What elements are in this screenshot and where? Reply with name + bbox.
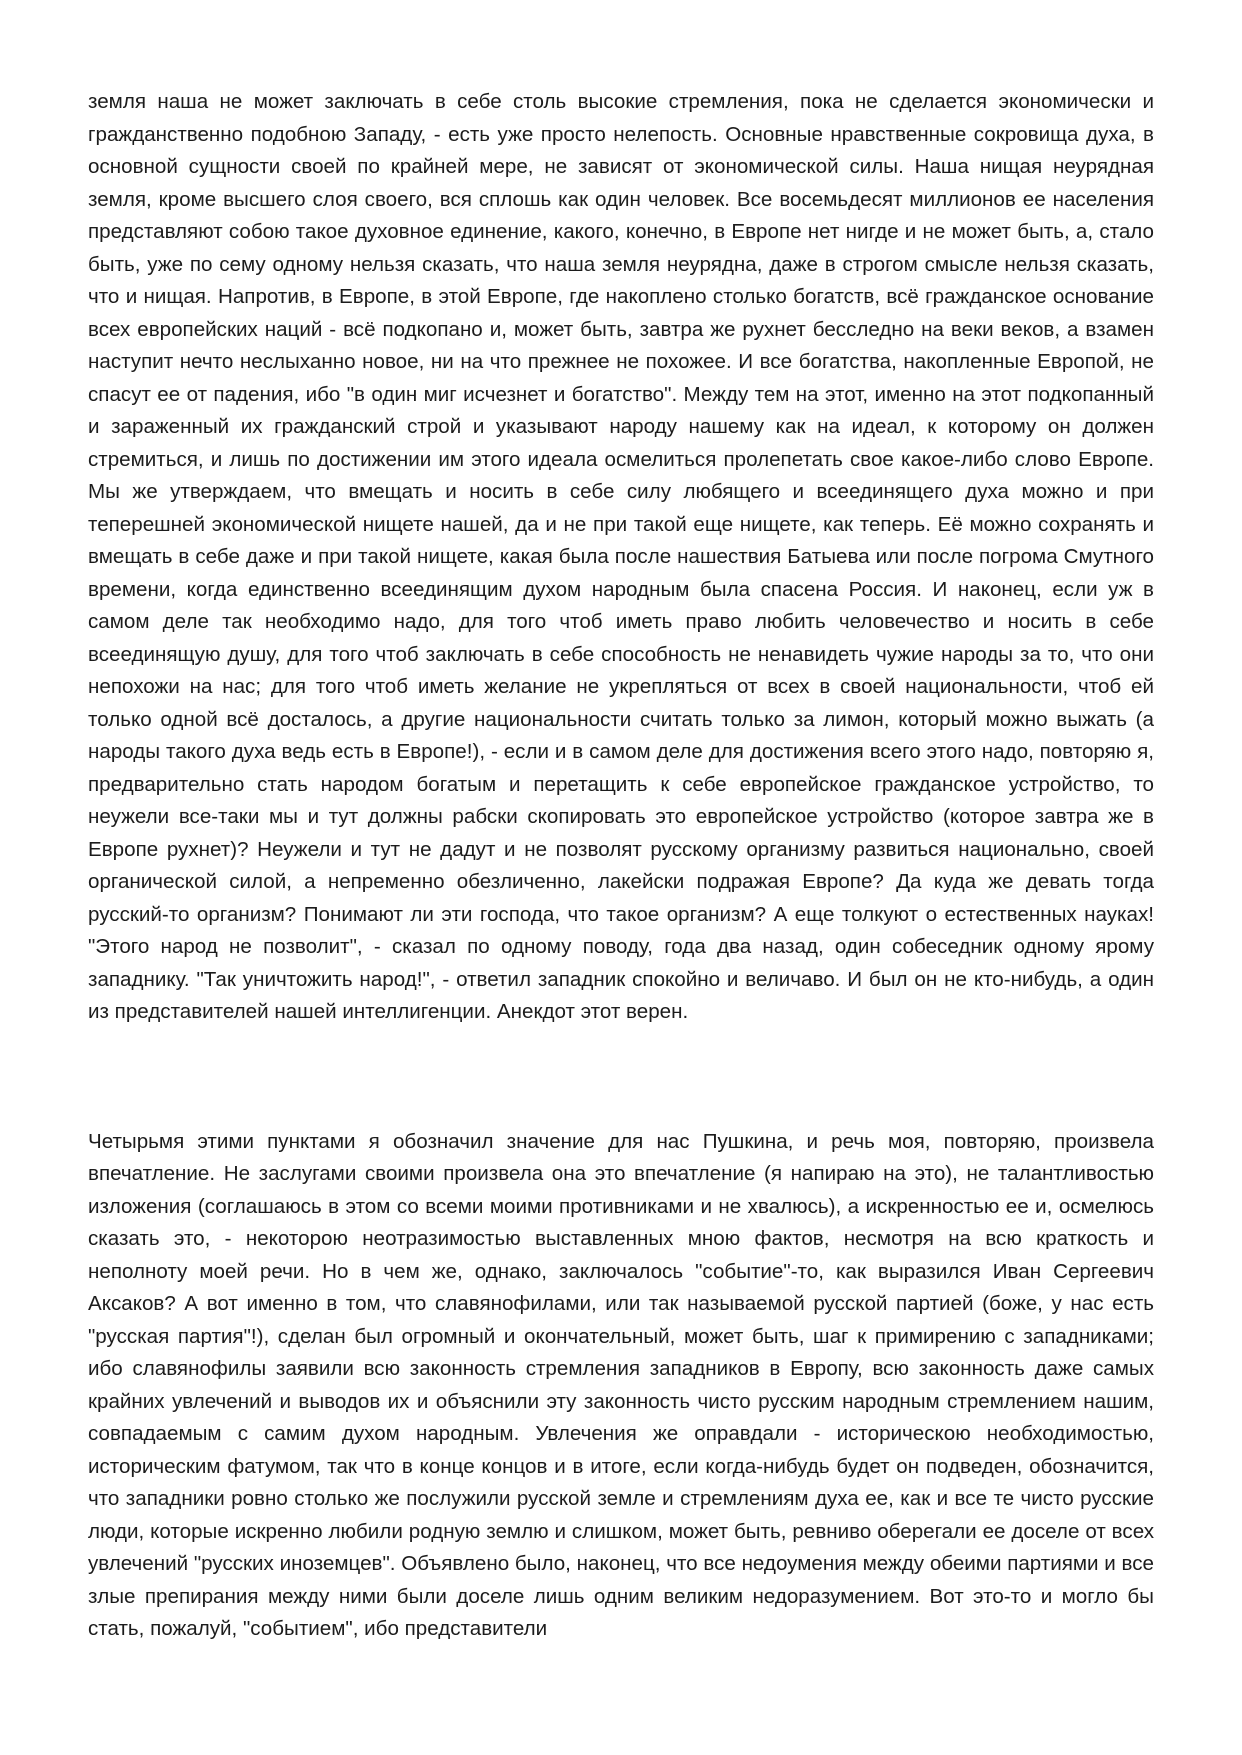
paragraph-pushkin-speech: Четырьмя этими пунктами я обозначил значение для нас Пушкина, и речь моя, повторяю, произвела впечатление. Не заслугами своими произвела она это впечатление (я напираю на это), не талантливостью изложения (соглашаюсь в этом со всеми моими противниками и не хвалюсь), а искренностью ее и, осмелюсь сказать это, - некоторою неотразимостью выставленных мною фактов, несмотря на всю краткость и неполноту моей речи. Но в чем же, однако, заключалось "событие"-то, как выразился Иван Сергеевич Аксаков? А вот именно в том, что славянофилами, или так называемой русской партией (боже, у нас есть "русская партия"!), сделан был огромный и окончательный, может быть, шаг к примирению с западниками; ибо славянофилы заявили всю законность стремления западников в Европу, всю законность даже самых крайних увлечений и выводов их и объяснили эту законность чисто русским народным стремлением нашим, совпадаемым с самим духом народным. Увлечения же оправдали - историческою необходимостью, историческим фатумом, так что в конце концов и в итоге, если когда-нибудь будет он подведен, обозначится, что западники ровно столько же послужили русской земле и стремлениям духа ее, как и все те чисто русские люди, которые искренно любили родную землю и слишком, может быть, ревниво оберегали ее доселе от всех увлечений "русских иноземцев". Объявлено было, наконец, что все недоумения между обеими партиями и все злые препирания между ними были доселе лишь одним великим недоразумением. Вот это-то и могло бы стать, пожалуй, "событием", ибо представители [88,1129,1154,1640]
document-body [88,86,1154,1646]
paragraph-economic-argument: земля наша не может заключать в себе столь высокие стремления, пока не сделается экономически и гражданственно подобною Западу, - есть уже просто нелепость. Основные нравственные сокровища духа, в основной сущности своей по крайней мере, не зависят от экономической силы. Наша нищая неурядная земля, кроме высшего слоя своего, вся сплошь как один человек. Все восемьдесят миллионов ее населения представляют собою такое духовное единение, какого, конечно, в Европе нет нигде и не может быть, а, стало быть, уже по сему одному нельзя сказать, что наша земля неурядна, даже в строгом смысле нельзя сказать, что и нищая. Напротив, в Европе, в этой Европе, где накоплено столько богатств, всё гражданское основание всех европейских наций - всё подкопано и, может быть, завтра же рухнет бесследно на веки веков, а взамен наступит нечто неслыханно новое, ни на что прежнее не похожее. И все богатства, накопленные Европой, не спасут ее от падения, ибо "в один миг исчезнет и богатство". Между тем на этот, именно на этот подкопанный и зараженный их гражданский строй и указывают народу нашему как на идеал, к которому он должен стремиться, и лишь по достижении им этого идеала осмелиться пролепетать свое какое-либо слово Европе. Мы же утверждаем, что вмещать и носить в себе силу любящего и всеединящего духа можно и при теперешней экономической нищете нашей, да и не при такой еще нищете, как теперь. Её можно сохранять и вмещать в себе даже и при такой нищете, какая была после нашествия Батыева или после погрома Смутного времени, когда единственно всеединящим духом народным была спасена Россия. И наконец, если уж в самом деле так необходимо надо, для того чтоб иметь право любить человечество и носить в себе всеединящую душу, для того чтоб заключать в себе способность не ненавидеть чужие народы за то, что они непохожи на нас; для того чтоб иметь желание не укрепляться от всех в своей национальности, чтоб ей только одной всё досталось, а другие национальности считать только за лимон, который можно выжать (а народы такого духа ведь есть в Европе!), - если и в самом деле для достижения всего этого надо, повторяю я, предварительно стать народом богатым и перетащить к себе европейское гражданское устройство, то неужели все-таки мы и тут должны рабски скопировать это европейское устройство (которое завтра же в Европе рухнет)? Неужели и тут не дадут и не позволят русскому организму развиться национально, своей органической силой, а непременно обезличенно, лакейски подражая Европе? Да куда же девать тогда русский-то организм? Понимают ли эти господа, что такое организм? А еще толкуют о естественных науках! "Этого народ не позволит", - сказал по одному поводу, года два назад, один собеседник одному ярому западнику. "Так уничтожить народ!", - ответил западник спокойно и величаво. И был он не кто-нибудь, а один из представителей нашей интеллигенции. Анекдот этот верен. [88,90,1154,1023]
